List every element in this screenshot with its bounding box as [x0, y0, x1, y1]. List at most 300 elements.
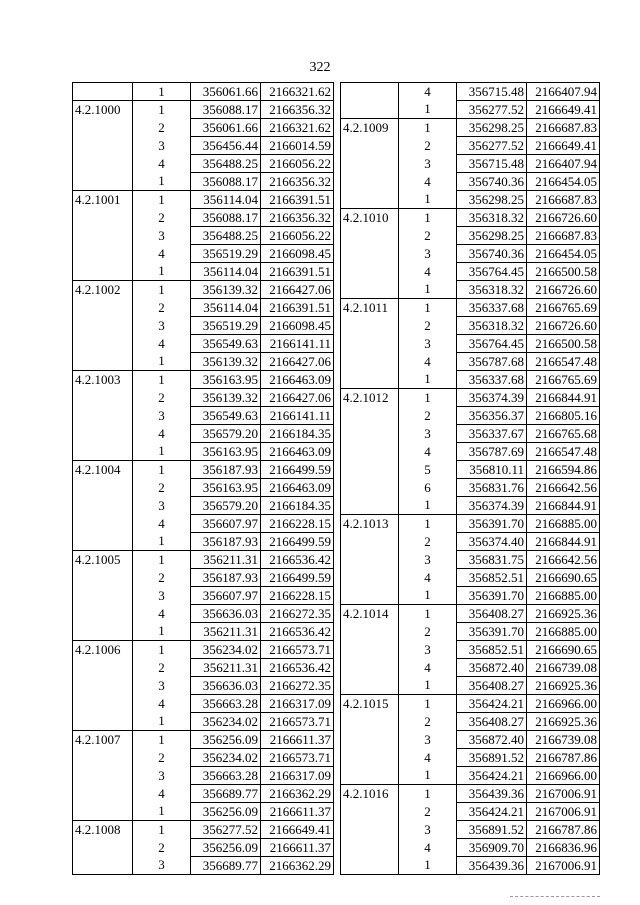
y-coordinate-cell: 2166739.08	[527, 731, 600, 749]
point-number-cell: 4	[158, 695, 165, 711]
table-row	[73, 137, 334, 155]
y-coordinate-cell: 2166356.32	[261, 101, 334, 119]
table-row	[73, 767, 334, 785]
plot-number-cell	[73, 749, 133, 767]
point-number-cell: 1	[133, 551, 191, 569]
plot-number-cell: 4.2.1004	[73, 461, 133, 479]
point-number-cell: 1	[133, 281, 191, 299]
y-coordinate-cell: 2166573.71	[261, 713, 334, 731]
point-number-cell: 2	[424, 533, 431, 549]
table-row	[73, 839, 334, 857]
y-coordinate-cell: 2166317.09	[261, 767, 334, 785]
y-coordinate-cell: 2166056.22	[261, 227, 334, 245]
point-number-cell: 1	[424, 371, 431, 387]
y-coordinate-cell: 2166547.48	[527, 443, 600, 461]
point-number-cell: 4	[424, 173, 431, 189]
table-row	[73, 569, 334, 587]
y-coordinate-cell: 2166649.41	[527, 101, 600, 119]
y-coordinate-cell: 2166690.65	[527, 569, 600, 587]
y-coordinate-cell: 2166642.56	[527, 551, 600, 569]
plot-number-cell	[341, 245, 399, 263]
table-row	[341, 425, 600, 443]
y-coordinate-cell: 2166687.83	[527, 227, 600, 245]
plot-number-cell	[73, 515, 133, 533]
x-coordinate-cell: 356234.02	[191, 749, 261, 767]
table-row	[341, 245, 600, 263]
plot-number-cell	[341, 335, 399, 353]
plot-number-cell	[341, 227, 399, 245]
point-number-cell: 1	[158, 353, 165, 369]
table-row	[341, 281, 600, 299]
y-coordinate-cell: 2166228.15	[261, 587, 334, 605]
table-row	[73, 317, 334, 335]
point-number-cell: 1	[424, 677, 431, 693]
x-coordinate-cell: 356636.03	[191, 605, 261, 623]
point-number-cell: 1	[158, 623, 165, 639]
table-row	[73, 83, 334, 101]
plot-number-cell	[73, 173, 133, 191]
x-coordinate-cell: 356787.69	[457, 443, 527, 461]
y-coordinate-cell: 2166141.11	[261, 335, 334, 353]
x-coordinate-cell: 356391.70	[457, 623, 527, 641]
y-coordinate-cell: 2166098.45	[261, 245, 334, 263]
table-row	[73, 299, 334, 317]
plot-number-cell	[341, 317, 399, 335]
y-coordinate-cell: 2166141.11	[261, 407, 334, 425]
table-row	[341, 587, 600, 605]
x-coordinate-cell: 356163.95	[191, 479, 261, 497]
x-coordinate-cell: 356715.48	[457, 155, 527, 173]
point-number-cell: 1	[399, 857, 457, 875]
table-row	[341, 803, 600, 821]
point-number-cell: 4	[424, 263, 431, 279]
table-row	[341, 119, 600, 137]
point-number-cell: 3	[424, 641, 431, 657]
plot-number-cell: 4.2.1000	[73, 101, 133, 119]
plot-number-cell	[73, 407, 133, 425]
point-number-cell: 4	[424, 839, 431, 855]
x-coordinate-cell: 356374.39	[457, 497, 527, 515]
y-coordinate-cell: 2167006.91	[527, 785, 600, 803]
table-row	[341, 767, 600, 785]
table-row	[341, 479, 600, 497]
x-coordinate-cell: 356872.40	[457, 731, 527, 749]
point-number-cell: 2	[158, 209, 165, 225]
plot-number-cell	[73, 137, 133, 155]
x-coordinate-cell: 356139.32	[191, 281, 261, 299]
table-row	[73, 731, 334, 749]
y-coordinate-cell: 2166321.62	[261, 119, 334, 137]
y-coordinate-cell: 2166885.00	[527, 623, 600, 641]
point-number-cell: 3	[158, 767, 165, 783]
point-number-cell: 1	[158, 803, 165, 819]
plot-number-cell	[73, 569, 133, 587]
point-number-cell: 4	[424, 353, 431, 369]
plot-number-cell	[341, 281, 399, 299]
table-row	[341, 551, 600, 569]
y-coordinate-cell: 2166427.06	[261, 389, 334, 407]
plot-number-cell	[341, 443, 399, 461]
plot-number-cell	[341, 353, 399, 371]
y-coordinate-cell: 2166642.56	[527, 479, 600, 497]
x-coordinate-cell: 356356.37	[457, 407, 527, 425]
plot-number-cell	[73, 425, 133, 443]
table-row	[73, 371, 334, 389]
x-coordinate-cell: 356277.52	[191, 821, 261, 839]
point-number-cell: 1	[133, 101, 191, 119]
table-row	[341, 785, 600, 803]
table-row	[341, 443, 600, 461]
plot-number-cell	[73, 857, 133, 875]
table-row	[73, 209, 334, 227]
table-row	[341, 695, 600, 713]
point-number-cell: 1	[133, 641, 191, 659]
x-coordinate-cell: 356318.32	[457, 281, 527, 299]
x-coordinate-cell: 356852.51	[457, 641, 527, 659]
table-row	[73, 101, 334, 119]
x-coordinate-cell: 356456.44	[191, 137, 261, 155]
plot-number-cell	[341, 857, 399, 875]
point-number-cell: 1	[133, 731, 191, 749]
point-number-cell: 2	[158, 569, 165, 585]
y-coordinate-cell: 2166925.36	[527, 605, 600, 623]
table-row	[73, 605, 334, 623]
table-row	[73, 695, 334, 713]
plot-number-cell: 4.2.1001	[73, 191, 133, 209]
y-coordinate-cell: 2166649.41	[527, 137, 600, 155]
plot-number-cell	[341, 587, 399, 605]
y-coordinate-cell: 2166014.59	[261, 137, 334, 155]
point-number-cell: 4	[158, 155, 165, 171]
x-coordinate-cell: 356519.29	[191, 245, 261, 263]
table-row	[73, 263, 334, 281]
table-row	[341, 209, 600, 227]
table-row	[73, 623, 334, 641]
y-coordinate-cell: 2166454.05	[527, 245, 600, 263]
x-coordinate-cell: 356374.39	[457, 389, 527, 407]
plot-number-cell: 4.2.1013	[341, 515, 399, 533]
plot-number-cell	[73, 533, 133, 551]
x-coordinate-cell: 356831.75	[457, 551, 527, 569]
x-coordinate-cell: 356607.97	[191, 515, 261, 533]
y-coordinate-cell: 2166844.91	[527, 533, 600, 551]
footer-divider	[510, 896, 600, 897]
plot-number-cell	[341, 821, 399, 839]
y-coordinate-cell: 2166536.42	[261, 659, 334, 677]
table-row	[341, 137, 600, 155]
y-coordinate-cell: 2166805.16	[527, 407, 600, 425]
table-row	[341, 497, 600, 515]
x-coordinate-cell: 356114.04	[191, 263, 261, 281]
x-coordinate-cell: 356764.45	[457, 263, 527, 281]
plot-number-cell	[73, 497, 133, 515]
point-number-cell: 3	[424, 155, 431, 171]
y-coordinate-cell: 2166844.91	[527, 389, 600, 407]
plot-number-cell	[73, 245, 133, 263]
x-coordinate-cell: 356909.70	[457, 839, 527, 857]
y-coordinate-cell: 2166391.51	[261, 299, 334, 317]
plot-number-cell	[73, 389, 133, 407]
y-coordinate-cell: 2166547.48	[527, 353, 600, 371]
y-coordinate-cell: 2166427.06	[261, 353, 334, 371]
x-coordinate-cell: 356318.32	[457, 317, 527, 335]
plot-number-cell	[341, 137, 399, 155]
y-coordinate-cell: 2166687.83	[527, 119, 600, 137]
table-row	[73, 821, 334, 839]
table-row	[73, 155, 334, 173]
table-row	[341, 821, 600, 839]
y-coordinate-cell: 2166499.59	[261, 569, 334, 587]
table-row	[73, 245, 334, 263]
x-coordinate-cell: 356277.52	[457, 101, 527, 119]
plot-number-cell: 4.2.1012	[341, 389, 399, 407]
x-coordinate-cell: 356579.20	[191, 425, 261, 443]
x-coordinate-cell: 356337.67	[457, 425, 527, 443]
x-coordinate-cell: 356488.25	[191, 155, 261, 173]
y-coordinate-cell: 2166272.35	[261, 605, 334, 623]
point-number-cell: 2	[158, 479, 165, 495]
x-coordinate-cell: 356234.02	[191, 641, 261, 659]
plot-number-cell	[73, 353, 133, 371]
plot-number-cell	[341, 425, 399, 443]
plot-number-cell: 4.2.1007	[73, 731, 133, 749]
plot-number-cell	[73, 119, 133, 137]
x-coordinate-cell: 356256.09	[191, 839, 261, 857]
y-coordinate-cell: 2166787.86	[527, 749, 600, 767]
table-row	[341, 101, 600, 119]
y-coordinate-cell: 2166536.42	[261, 623, 334, 641]
y-coordinate-cell: 2166765.69	[527, 299, 600, 317]
point-number-cell: 1	[424, 281, 431, 297]
plot-number-cell	[341, 659, 399, 677]
point-number-cell: 3	[158, 587, 165, 603]
point-number-cell: 1	[133, 821, 191, 839]
point-number-cell: 4	[424, 749, 431, 765]
point-number-cell: 4	[424, 443, 431, 459]
table-row	[341, 515, 600, 533]
table-row	[341, 173, 600, 191]
plot-number-cell	[73, 767, 133, 785]
table-row	[341, 857, 600, 875]
x-coordinate-cell: 356234.02	[191, 713, 261, 731]
coordinates-table-right	[340, 82, 600, 875]
y-coordinate-cell: 2166362.29	[261, 857, 334, 875]
point-number-cell: 2	[424, 713, 431, 729]
table-row	[73, 389, 334, 407]
plot-number-cell	[341, 731, 399, 749]
y-coordinate-cell: 2166228.15	[261, 515, 334, 533]
x-coordinate-cell: 356061.66	[191, 119, 261, 137]
y-coordinate-cell: 2166098.45	[261, 317, 334, 335]
point-number-cell: 3	[158, 227, 165, 243]
point-number-cell: 1	[158, 713, 165, 729]
plot-number-cell	[341, 641, 399, 659]
x-coordinate-cell: 356424.21	[457, 803, 527, 821]
y-coordinate-cell: 2166356.32	[261, 173, 334, 191]
x-coordinate-cell: 356211.31	[191, 659, 261, 677]
x-coordinate-cell: 356549.63	[191, 335, 261, 353]
point-number-cell: 4	[158, 425, 165, 441]
table-row	[73, 587, 334, 605]
x-coordinate-cell: 356488.25	[191, 227, 261, 245]
point-number-cell: 1	[399, 785, 457, 803]
table-row	[341, 83, 600, 101]
x-coordinate-cell: 356337.68	[457, 371, 527, 389]
x-coordinate-cell: 356298.25	[457, 227, 527, 245]
point-number-cell: 3	[158, 137, 165, 153]
y-coordinate-cell: 2166885.00	[527, 587, 600, 605]
point-number-cell: 2	[424, 137, 431, 153]
plot-number-cell	[73, 317, 133, 335]
point-number-cell: 1	[424, 767, 431, 783]
point-number-cell: 1	[158, 443, 165, 459]
table-row	[73, 353, 334, 371]
x-coordinate-cell: 356891.52	[457, 821, 527, 839]
page-number: 322	[309, 60, 331, 75]
point-number-cell: 1	[424, 587, 431, 603]
table-row	[73, 785, 334, 803]
plot-number-cell: 4.2.1006	[73, 641, 133, 659]
table-row	[341, 263, 600, 281]
table-row	[341, 731, 600, 749]
x-coordinate-cell: 356549.63	[191, 407, 261, 425]
x-coordinate-cell: 356391.70	[457, 515, 527, 533]
plot-number-cell	[73, 605, 133, 623]
plot-number-cell	[73, 299, 133, 317]
x-coordinate-cell: 356424.21	[457, 695, 527, 713]
point-number-cell: 1	[158, 263, 165, 279]
point-number-cell: 2	[158, 659, 165, 675]
x-coordinate-cell: 356852.51	[457, 569, 527, 587]
plot-number-cell	[341, 803, 399, 821]
plot-number-cell	[341, 407, 399, 425]
y-coordinate-cell: 2166500.58	[527, 335, 600, 353]
plot-number-cell: 4.2.1002	[73, 281, 133, 299]
plot-number-cell	[341, 371, 399, 389]
point-number-cell: 1	[399, 605, 457, 623]
plot-number-cell	[341, 677, 399, 695]
point-number-cell: 1	[133, 191, 191, 209]
table-row	[341, 605, 600, 623]
table-row	[341, 389, 600, 407]
plot-number-cell	[73, 803, 133, 821]
point-number-cell: 4	[158, 605, 165, 621]
point-number-cell: 2	[158, 749, 165, 765]
plot-number-cell: 4.2.1016	[341, 785, 399, 803]
table-row	[73, 335, 334, 353]
plot-number-cell	[341, 749, 399, 767]
x-coordinate-cell: 356277.52	[457, 137, 527, 155]
plot-number-cell: 4.2.1009	[341, 119, 399, 137]
y-coordinate-cell: 2166317.09	[261, 695, 334, 713]
table-row	[341, 569, 600, 587]
table-row	[73, 641, 334, 659]
table-row	[73, 533, 334, 551]
table-row	[73, 749, 334, 767]
plot-number-cell	[341, 83, 399, 101]
x-coordinate-cell: 356088.17	[191, 209, 261, 227]
plot-number-cell	[341, 173, 399, 191]
y-coordinate-cell: 2166966.00	[527, 695, 600, 713]
plot-number-cell: 4.2.1003	[73, 371, 133, 389]
y-coordinate-cell: 2166391.51	[261, 263, 334, 281]
y-coordinate-cell: 2166454.05	[527, 173, 600, 191]
plot-number-cell: 4.2.1015	[341, 695, 399, 713]
x-coordinate-cell: 356408.27	[457, 713, 527, 731]
x-coordinate-cell: 356163.95	[191, 371, 261, 389]
x-coordinate-cell: 356088.17	[191, 173, 261, 191]
point-number-cell: 5	[424, 461, 431, 477]
plot-number-cell: 4.2.1010	[341, 209, 399, 227]
point-number-cell: 1	[133, 461, 191, 479]
y-coordinate-cell: 2166536.42	[261, 551, 334, 569]
x-coordinate-cell: 356114.04	[191, 299, 261, 317]
plot-number-cell	[341, 713, 399, 731]
y-coordinate-cell: 2166594.86	[527, 461, 600, 479]
plot-number-cell	[73, 335, 133, 353]
point-number-cell: 1	[399, 119, 457, 137]
plot-number-cell	[341, 191, 399, 209]
point-number-cell: 6	[424, 479, 431, 495]
plot-number-cell	[73, 587, 133, 605]
x-coordinate-cell: 356831.76	[457, 479, 527, 497]
table-row	[341, 335, 600, 353]
x-coordinate-cell: 356408.27	[457, 605, 527, 623]
y-coordinate-cell: 2166611.37	[261, 803, 334, 821]
plot-number-cell	[73, 479, 133, 497]
point-number-cell: 3	[424, 245, 431, 261]
point-number-cell: 4	[158, 245, 165, 261]
x-coordinate-cell: 356424.21	[457, 767, 527, 785]
plot-number-cell	[73, 263, 133, 281]
plot-number-cell	[73, 227, 133, 245]
x-coordinate-cell: 356810.11	[457, 461, 527, 479]
point-number-cell: 3	[424, 425, 431, 441]
x-coordinate-cell: 356187.93	[191, 569, 261, 587]
point-number-cell: 1	[399, 515, 457, 533]
table-row	[341, 677, 600, 695]
plot-number-cell	[73, 623, 133, 641]
x-coordinate-cell: 356187.93	[191, 533, 261, 551]
y-coordinate-cell: 2166687.83	[527, 191, 600, 209]
x-coordinate-cell: 356114.04	[191, 191, 261, 209]
y-coordinate-cell: 2166272.35	[261, 677, 334, 695]
x-coordinate-cell: 356740.36	[457, 245, 527, 263]
x-coordinate-cell: 356689.77	[191, 785, 261, 803]
point-number-cell: 3	[158, 677, 165, 693]
point-number-cell: 4	[424, 569, 431, 585]
point-number-cell: 4	[158, 335, 165, 351]
y-coordinate-cell: 2166885.00	[527, 515, 600, 533]
plot-number-cell	[73, 839, 133, 857]
plot-number-cell	[341, 263, 399, 281]
table-row	[73, 407, 334, 425]
y-coordinate-cell: 2166726.60	[527, 281, 600, 299]
y-coordinate-cell: 2166499.59	[261, 533, 334, 551]
table-row	[341, 533, 600, 551]
plot-number-cell	[73, 443, 133, 461]
point-number-cell: 2	[424, 227, 431, 243]
plot-number-cell	[73, 713, 133, 731]
x-coordinate-cell: 356139.32	[191, 389, 261, 407]
y-coordinate-cell: 2166407.94	[527, 83, 600, 101]
x-coordinate-cell: 356391.70	[457, 587, 527, 605]
plot-number-cell: 4.2.1011	[341, 299, 399, 317]
x-coordinate-cell: 356256.09	[191, 803, 261, 821]
y-coordinate-cell: 2166966.00	[527, 767, 600, 785]
table-row	[73, 677, 334, 695]
x-coordinate-cell: 356787.68	[457, 353, 527, 371]
